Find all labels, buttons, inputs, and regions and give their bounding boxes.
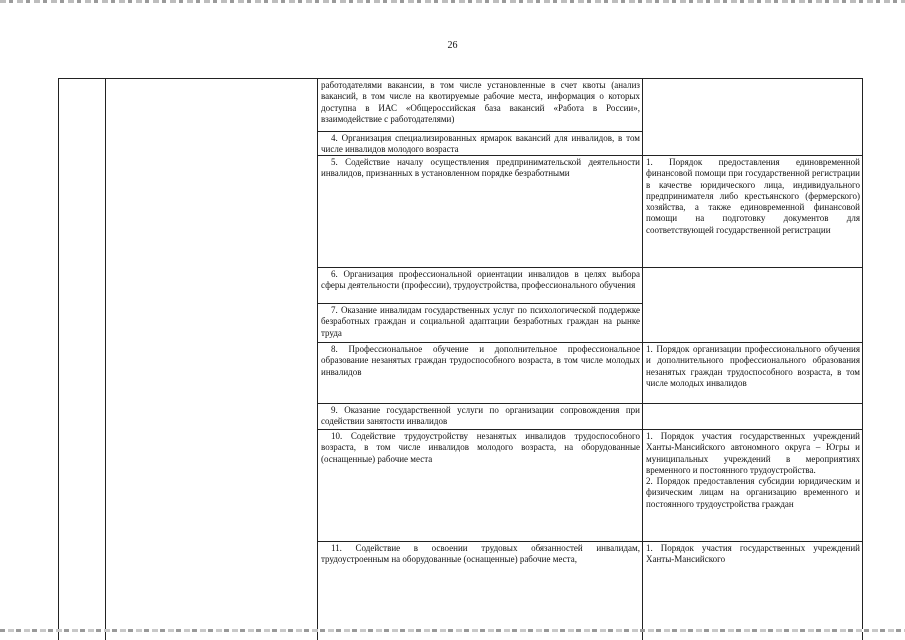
activity-text: 4. Организация специализированных ярмарок вакансий для инвалидов, в том числе инвалидов молодого возраста — [321, 133, 640, 155]
document-text: 1. Порядок организации профессионального обучения и дополнительного профессионального образования незанятых граждан трудоспособного возраста, в том числе молодых инвалидов — [646, 344, 860, 388]
activity-cell — [318, 304, 642, 342]
activity-cell — [318, 430, 642, 541]
activity-cell — [318, 404, 642, 429]
table-border — [58, 78, 59, 640]
document-cell — [643, 542, 862, 629]
activity-cell — [318, 542, 642, 629]
document-cell — [643, 268, 862, 342]
document-text: 1. Порядок участия государственных учреждений Ханты-Мансийского — [646, 543, 860, 565]
activity-cell — [318, 156, 642, 267]
activity-cell — [318, 343, 642, 403]
document-cell — [643, 156, 862, 267]
activity-text: 8. Профессиональное обучение и дополнительное профессиональное образование незанятых граждан трудоспособного возраста, в том числе молодых инвалидов — [321, 344, 640, 377]
document-cell — [643, 404, 862, 429]
activity-cell — [318, 79, 642, 131]
activity-cell — [318, 268, 642, 303]
activity-text: работодателями вакансии, в том числе установленные в счет квоты (анализ вакансий, в том числе на квотируемые рабочие места, информация о которых доступна в ИАС «Общероссийская база вакансий «Работа в России», взаимодействие с работодателями) — [321, 80, 640, 124]
activity-text: 9. Оказание государственной услуги по организации сопровождения при содействии занятости инвалидов — [321, 405, 640, 427]
document-text-2: 2. Порядок предоставления субсидии юридическим и физическим лицам на организацию временного и постоянного трудоустройства граждан — [646, 476, 860, 509]
activity-text: 7. Оказание инвалидам государственных услуг по психологической поддержке безработных граждан и социальной адаптации безработных граждан на рынке труда — [321, 305, 640, 338]
scan-edge-bottom — [0, 629, 905, 632]
table-border — [105, 78, 106, 640]
document-text: 1. Порядок участия государственных учреждений Ханты-Мансийского автономного округа – Югры и муниципальных учреждений в мероприятиях временного и постоянного трудоустройства. — [646, 431, 860, 475]
document-cell — [643, 430, 862, 541]
table-border — [862, 78, 863, 640]
document-text: 1. Порядок предоставления единовременной финансовой помощи при государственной регистрации в качестве юридического лица, индивидуального предпринимателя либо крестьянского (фермерского) хозяйства, а также единовременной финансовой помощи на подготовку документов для соответствующей государственной регистрации — [646, 157, 860, 235]
activity-text: 11. Содействие в освоении трудовых обязанностей инвалидам, трудоустроенным на оборудованные (оснащенные) рабочие места, — [321, 543, 640, 565]
activity-text: 10. Содействие трудоустройству незанятых инвалидов трудоспособного возраста, в том числе инвалидов молодого возраста, на оборудованные (оснащенные) рабочие места — [321, 431, 640, 464]
document-cell — [643, 343, 862, 403]
activity-text: 5. Содействие началу осуществления предпринимательской деятельности инвалидов, признанных в установленном порядке безработными — [321, 157, 640, 179]
page-number: 26 — [447, 40, 458, 51]
document-cell — [643, 79, 862, 155]
activity-text: 6. Организация профессиональной ориентации инвалидов в целях выбора сферы деятельности (профессии), трудоустройства, профессионального обучения — [321, 269, 640, 291]
activity-cell — [318, 132, 642, 155]
